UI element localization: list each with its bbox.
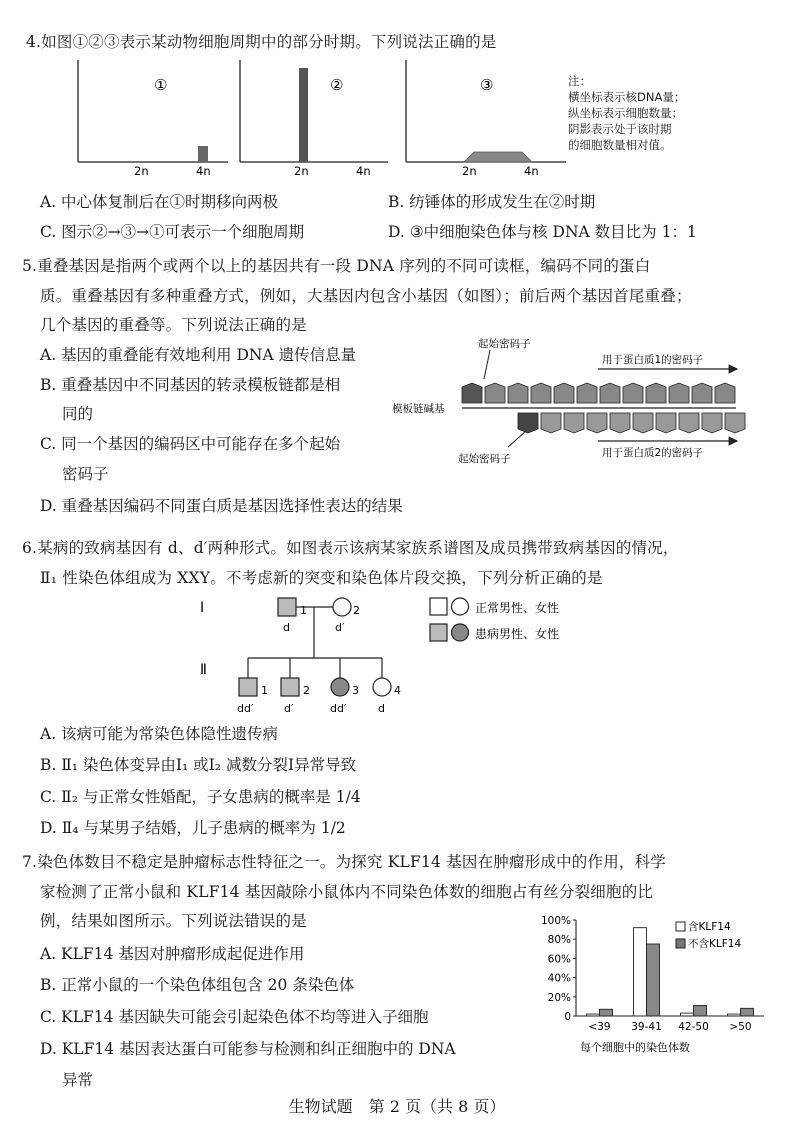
svg-text:d: d xyxy=(283,621,290,634)
svg-text:2: 2 xyxy=(353,604,360,617)
q4-option-c: C. 图示②→③→①可表示一个细胞周期 xyxy=(40,223,305,241)
bar-with-klf14 xyxy=(634,928,647,1016)
codon-block xyxy=(656,413,676,433)
svg-text:d′: d′ xyxy=(284,702,294,715)
panel-label-3: ③ xyxy=(480,76,494,94)
q4-dna-histograms xyxy=(70,60,570,175)
codon-block xyxy=(462,383,482,403)
codon-block xyxy=(485,383,505,403)
codon-block xyxy=(725,413,745,433)
panel3-shaded-region xyxy=(464,152,532,162)
panel1-tick-2n: 2n xyxy=(134,164,149,175)
codon-block xyxy=(541,413,561,433)
legend-normal-label: 正常男性、女性 xyxy=(475,601,560,615)
codon-block xyxy=(633,413,653,433)
pedigree-i1-affected-male xyxy=(278,598,296,616)
codon-block xyxy=(623,383,643,403)
codon-block xyxy=(587,413,607,433)
generation-1-label: Ⅰ xyxy=(200,600,205,616)
y-tick-label: 40% xyxy=(547,972,571,985)
q6-option-b: B. Ⅱ₁ 染色体变异由Ⅰ₁ 或Ⅰ₂ 减数分裂Ⅰ异常导致 xyxy=(40,756,357,774)
q7-stem-line-3: 例，结果如图所示。下列说法错误的是 xyxy=(40,912,307,930)
pedigree-chart xyxy=(190,588,610,728)
panel-label-2: ② xyxy=(330,76,344,94)
overlapping-gene-diagram xyxy=(392,335,762,465)
svg-text:dd′: dd′ xyxy=(330,702,347,715)
q6-stem-line-1: 6.某病的致病基因有 d、d′两种形式。如图表示该病某家族系谱图及成员携带致病基因的情况， xyxy=(22,539,679,557)
codon-block xyxy=(554,383,574,403)
pedigree-ii4-normal-female xyxy=(373,678,391,696)
panel-label-1: ① xyxy=(154,76,168,94)
legend-normal-male-icon xyxy=(430,598,447,615)
legend-with-klf14-label: 含KLF14 xyxy=(688,921,731,933)
codon-block xyxy=(600,383,620,403)
y-tick-label: 80% xyxy=(547,934,571,947)
panel3-tick-4n: 4n xyxy=(524,164,539,175)
y-tick-label: 100% xyxy=(540,915,571,927)
panel1-bar-4n xyxy=(198,146,208,162)
legend-affected-female-icon xyxy=(452,624,469,641)
codon-block xyxy=(564,413,584,433)
codon-block xyxy=(577,383,597,403)
y-tick-label: 20% xyxy=(547,991,571,1004)
pedigree-i2-normal-female xyxy=(333,598,351,616)
svg-text:1: 1 xyxy=(300,604,307,617)
q4-option-d: D. ③中细胞染色体与核 DNA 数目比为 1：1 xyxy=(388,223,697,241)
start-codon-label-2: 起始密码子 xyxy=(458,453,511,465)
page-footer: 生物试题 第 2 页（共 8 页） xyxy=(288,1097,506,1116)
note-line: 阴影表示处于该时期 xyxy=(568,122,672,136)
y-tick-label: 60% xyxy=(547,953,571,966)
q7-option-b: B. 正常小鼠的一个染色体组包含 20 条染色体 xyxy=(40,976,355,994)
codon-row-protein1 xyxy=(462,383,735,403)
codon-block xyxy=(679,413,699,433)
histogram-panel-3 xyxy=(406,60,566,175)
svg-text:d′: d′ xyxy=(335,621,345,634)
q4-option-b: B. 纺锤体的形成发生在②时期 xyxy=(388,193,596,211)
q6-option-a: A. 该病可能为常染色体隐性遗传病 xyxy=(40,725,279,743)
y-axis xyxy=(541,915,576,1023)
svg-text:3: 3 xyxy=(352,684,359,697)
protein2-codon-label: 用于蛋白质2的密码子 xyxy=(602,447,704,459)
q7-option-d-line1: D. KLF14 基因表达蛋白可能参与检测和纠正细胞中的 DNA xyxy=(40,1040,456,1058)
q4-stem: 4.如图①②③表示某动物细胞周期中的部分时期。下列说法正确的是 xyxy=(26,33,497,51)
bar-without-klf14 xyxy=(600,1009,613,1016)
note-line: 横坐标表示核DNA量； xyxy=(568,90,686,104)
svg-text:d: d xyxy=(378,702,385,715)
note-line: 的细胞数量相对值。 xyxy=(568,138,672,152)
legend-without-klf14-label: 不含KLF14 xyxy=(688,938,742,950)
q4-option-a: A. 中心体复制后在①时期移向两极 xyxy=(40,193,279,211)
q5-stem-line-2: 质。重叠基因有多种重叠方式，例如，大基因内包含小基因（如图）；前后两个基因首尾重叠； xyxy=(40,287,692,305)
generation-2-label: Ⅱ xyxy=(200,662,207,678)
pedigree-ii2-affected-male xyxy=(281,678,299,696)
svg-text:2: 2 xyxy=(303,684,310,697)
x-tick-label: <39 xyxy=(588,1021,611,1033)
note-line: 纵坐标表示细胞数量； xyxy=(568,106,683,120)
panel2-tick-4n: 4n xyxy=(356,164,371,175)
chart-x-axis-title: 每个细胞中的染色体数 xyxy=(580,1041,690,1054)
bar-without-klf14 xyxy=(741,1008,754,1016)
legend-without-klf14-swatch xyxy=(676,939,685,948)
codon-block xyxy=(702,413,722,433)
codon-block xyxy=(692,383,712,403)
x-axis xyxy=(576,1016,764,1033)
legend-affected-label: 患病男性、女性 xyxy=(475,627,560,641)
pedigree-ii3-affected-female xyxy=(331,678,349,696)
codon-row-protein2 xyxy=(518,413,745,433)
codon-block xyxy=(669,383,689,403)
q6-option-c: C. Ⅱ₂ 与正常女性婚配，子女患病的概率是 1/4 xyxy=(40,788,361,806)
bar-without-klf14 xyxy=(694,1005,707,1016)
codon-block xyxy=(646,383,666,403)
codon-block xyxy=(518,413,538,433)
histogram-panel-1 xyxy=(78,60,228,175)
q7-option-d-line2: 异常 xyxy=(62,1071,94,1089)
q5-option-d: D. 重叠基因编码不同蛋白质是基因选择性表达的结果 xyxy=(40,497,403,515)
x-tick-label: >50 xyxy=(729,1021,752,1033)
panel3-tick-2n: 2n xyxy=(462,164,477,175)
q5-stem-line-3: 几个基因的重叠等。下列说法正确的是 xyxy=(40,316,307,334)
codon-block xyxy=(531,383,551,403)
svg-text:1: 1 xyxy=(261,684,268,697)
x-tick-label: 39-41 xyxy=(631,1021,662,1033)
q5-option-c-line2: 密码子 xyxy=(62,465,109,483)
q5-stem-line-1: 5.重叠基因是指两个或两个以上的基因共有一段 DNA 序列的不同可读框，编码不同的蛋白 xyxy=(22,257,651,275)
q5-option-a: A. 基因的重叠能有效地利用 DNA 遗传信息量 xyxy=(40,346,357,364)
svg-text:dd′: dd′ xyxy=(237,702,254,715)
protein1-codon-label: 用于蛋白质1的密码子 xyxy=(602,354,704,366)
panel1-tick-4n: 4n xyxy=(196,164,211,175)
panel2-tick-2n: 2n xyxy=(294,164,309,175)
svg-text:4: 4 xyxy=(394,684,401,697)
legend-affected-male-icon xyxy=(430,624,447,641)
q7-stem-line-1: 7.染色体数目不稳定是肿瘤标志性特征之一。为探究 KLF14 基因在肿瘤形成中的作用，科学 xyxy=(22,853,666,871)
q5-option-b-line1: B. 重叠基因中不同基因的转录模板链都是相 xyxy=(40,376,341,394)
legend-normal-female-icon xyxy=(452,598,469,615)
template-strand-label: 模板链碱基 xyxy=(392,403,445,415)
y-tick-label: 0 xyxy=(564,1011,571,1023)
note-line: 注： xyxy=(568,74,591,88)
panel2-bar-2n xyxy=(299,68,308,162)
q5-option-c-line1: C. 同一个基因的编码区中可能存在多个起始 xyxy=(40,435,341,453)
codon-block xyxy=(508,383,528,403)
codon-block xyxy=(610,413,630,433)
q5-option-b-line2: 同的 xyxy=(62,405,94,423)
q7-option-a: A. KLF14 基因对肿瘤形成起促进作用 xyxy=(40,945,305,963)
chart-legend xyxy=(676,920,741,950)
q6-stem-line-2: Ⅱ₁ 性染色体组成为 XXY。不考虑新的突变和染色体片段交换，下列分析正确的是 xyxy=(40,569,603,587)
chromosome-count-bar-chart xyxy=(526,908,776,1058)
histogram-panel-2 xyxy=(240,60,388,175)
q7-option-c: C. KLF14 基因缺失可能会引起染色体不均等进入子细胞 xyxy=(40,1008,429,1026)
q4-note xyxy=(568,73,685,153)
codon-block xyxy=(715,383,735,403)
start-codon-label-1: 起始密码子 xyxy=(478,338,531,350)
pedigree-ii1-affected-male xyxy=(239,678,257,696)
x-tick-label: 42-50 xyxy=(678,1021,709,1033)
q6-option-d: D. Ⅱ₄ 与某男子结婚，儿子患病的概率为 1/2 xyxy=(40,819,346,837)
legend-with-klf14-swatch xyxy=(676,922,685,931)
q7-stem-line-2: 家检测了正常小鼠和 KLF14 基因敲除小鼠体内不同染色体数的细胞占有丝分裂细胞的比 xyxy=(40,883,654,901)
bar-without-klf14 xyxy=(647,944,660,1016)
